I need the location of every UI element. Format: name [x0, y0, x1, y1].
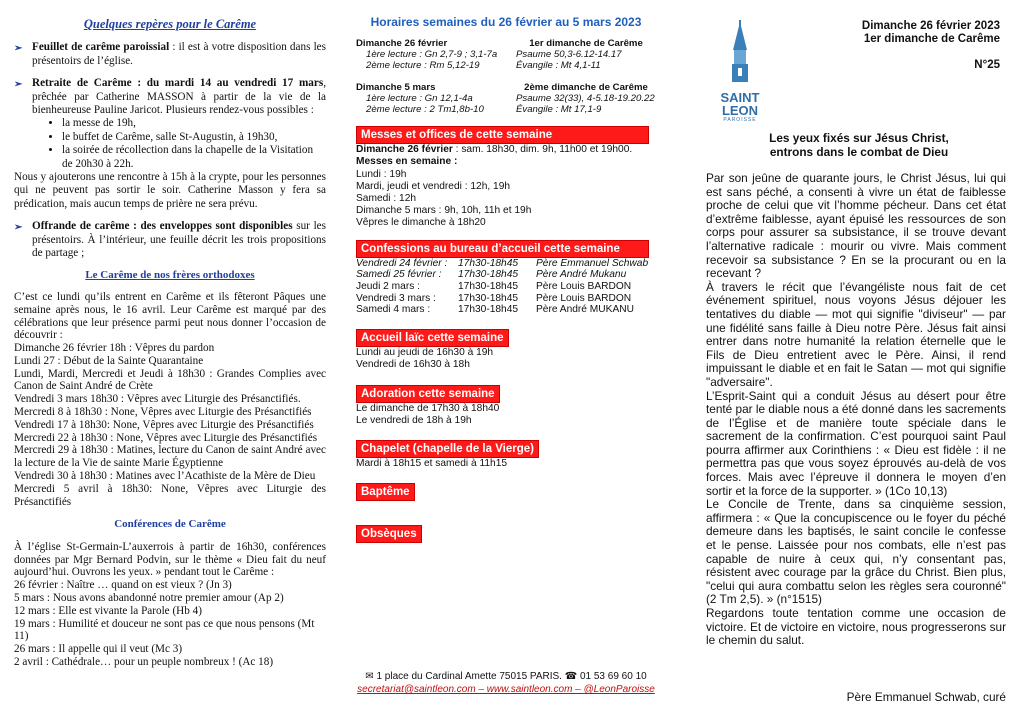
offrande-bold: Offrande de carême : des enveloppes sont disponibles — [32, 220, 293, 233]
sunday1-gospel: Évangile : Mt 4,1-11 — [516, 60, 601, 72]
list-item: Dimanche 26 février 18h : Vêpres du pardon — [14, 342, 215, 355]
sunday2-gospel: Évangile : Mt 17,1-9 — [516, 104, 602, 116]
editorial-headline — [706, 131, 1012, 159]
chapelet-heading: Chapelet (chapelle de la Vierge) — [356, 440, 539, 458]
arrow-icon: ➢ — [14, 43, 23, 55]
sunday2-name: 2ème dimanche de Carême — [524, 82, 648, 94]
editorial-paragraph: L’Esprit-Saint qui a conduit Jésus au désert pour être tenté par le diable nous a été donné dans les sacrements de l’Église et de manière toute spéciale dans le sacrement de la confirmation. C’est pourquoi saint Paul pourra affirmer aux Corinthiens : « Dieu est fidèle : il ne permettra pas que vous soyez éprouvés au-delà de vos forces. Mais avec l’épreuve il donnera le moyen d’en sortir et la force de la supporter. » (1Co 10,13) — [706, 388, 1006, 498]
issue-date: Dimanche 26 février 2023 — [861, 20, 1000, 32]
table-row — [356, 281, 656, 293]
address-text: 1 place du Cardinal Amette 75015 PARIS. ☎ 01 53 69 60 10 — [376, 671, 647, 682]
accueil-heading: Accueil laïc cette semaine — [356, 329, 509, 347]
headline-line2: entrons dans le combat de Dieu — [769, 145, 949, 159]
sunday1-date: Dimanche 26 février — [356, 38, 448, 50]
conf-day: Samedi 25 février : — [356, 269, 442, 281]
conf-day: Jeudi 2 mars : — [356, 281, 420, 293]
conf-time: 17h30-18h45 — [458, 292, 519, 304]
table-row — [356, 258, 656, 270]
chapelet-line: Mardi à 18h15 et samedi à 11h15 — [356, 457, 508, 469]
item-feuillet — [14, 41, 326, 68]
list-item: Mercredi 8 à 18h30 : None, Vêpres avec Liturgie des Présanctifiés — [14, 406, 312, 419]
editorial-body — [706, 172, 1006, 648]
sunday2-date: Dimanche 5 mars — [356, 82, 436, 94]
list-item: • le buffet de Carême, salle St-Augustin, à 19h30, — [62, 131, 326, 144]
masses-sunday — [356, 144, 656, 156]
conf-intro: À l’église St-Germain-L’auxerrois à partir de 16h30, conférences données par Mgr Bernard Podvin, sur le thème « Dieu fait du neuf aujourd’hui. Ouvrons les yeux. » pendant tout le Carême : — [14, 540, 326, 579]
list-item: 26 février : Naître … quand on est vieux ? (Jn 3) — [14, 579, 232, 592]
retraite-list — [14, 117, 326, 171]
section-title-reperes: Quelques repères pour le Carême — [83, 17, 257, 31]
list-item: • la messe de 19h, — [62, 117, 326, 130]
retraite-bold: Retraite de Carême : du mardi 14 au vendredi 17 mars — [32, 77, 324, 90]
ortho-schedule — [14, 342, 326, 508]
adoration-heading: Adoration cette semaine — [356, 385, 500, 403]
list-item: Le dimanche de 17h30 à 18h40 — [356, 402, 500, 414]
list-item: Lundi au jeudi de 16h30 à 19h — [356, 347, 494, 359]
conf-day: Samedi 4 mars : — [356, 304, 431, 316]
arrow-icon: ➢ — [14, 222, 23, 234]
bapteme-heading: Baptême — [356, 483, 415, 501]
section-title-orthodoxes: Le Carême de nos frères orthodoxes — [85, 268, 255, 281]
sunday2-reading1: 1ère lecture : Gn 12,1-4a — [366, 93, 473, 105]
logo-subtext: PAROISSE — [723, 117, 757, 123]
list-item: 5 mars : Nous avons abandonné notre premier amour (Ap 2) — [14, 592, 284, 605]
masses-week-title: Messes en semaine : — [356, 156, 458, 168]
conf-schedule — [14, 579, 326, 669]
list-item: Vendredi 30 à 18h30 : Matines avec l’Acathiste de la Mère de Dieu — [14, 470, 316, 483]
list-item: 12 mars : Elle est vivante la Parole (Hb 4) — [14, 604, 202, 617]
list-item: Vendredi de 16h30 à 18h — [356, 359, 470, 371]
sunday1-name: 1er dimanche de Carême — [529, 38, 643, 50]
footer — [356, 670, 656, 696]
list-item: Dimanche 5 mars : 9h, 10h, 11h et 19h — [356, 205, 532, 217]
confessions-heading: Confessions au bureau d’accueil cette semaine — [356, 240, 649, 258]
conf-priest: Père Louis BARDON — [536, 292, 632, 304]
conf-priest: Père André MUKANU — [536, 304, 634, 316]
editorial-paragraph: Le Concile de Trente, dans sa cinquième session, affirmera : « Que la concupiscence ou le foyer du péché demeure dans les baptisés, le saint concile le confesse et le pense. Laissée pour nos combats, elle n’est pas capable de nuire à ceux qui, n’y consentant pas, résistent avec courage par la grâce du Christ. Bien plus, "celui qui aura combattu selon les règles sera couronné" (2 Tm 2,5). » (n°1515) — [706, 497, 1006, 607]
editorial-paragraph: À travers le récit que l’évangéliste nous fait de cet événement spirituel, nous voyons Jésus déjouer les tentatives du diable — mot qui signifie "diviseur" — par une fidélité sans faille à Dieu notre Père. Jésus fait ainsi entrer dans notre humanité la relation éternelle que le Fils de Dieu entretient avec le Père. Ainsi, il rend impuissant le diable et en fait le Satan — mot qui signifie "adversaire". — [706, 279, 1006, 389]
retraite-text: , prêchée par Catherine MASSON à partir de la vie de la bienheureuse Pauline Jaricot. Plusieurs rendez-vous possibles : — [32, 77, 326, 117]
conf-time: 17h30-18h45 — [458, 269, 519, 281]
list-item: 19 mars : Humilité et douceur ne sont pas ce que nous pensons (Mt 11) — [14, 617, 315, 643]
table-row — [356, 304, 656, 316]
header-info — [780, 20, 1000, 72]
column-middle — [356, 0, 656, 724]
retraite-note: Nous y ajouterons une rencontre à 15h à la crypte, pour les personnes qui ne peuvent pas sortir le soir. Catherine Masson y fera sa prédication, mais aucun temps de prière ne sera prévu. — [14, 171, 326, 210]
conf-time: 17h30-18h45 — [458, 304, 519, 316]
headline-line1: Les yeux fixés sur Jésus Christ, — [769, 131, 949, 145]
list-item: Mercredi 5 avril à 18h30: None, Vêpres avec Liturgie des Présanctifiés — [14, 482, 326, 508]
sunday1-reading1: 1ère lecture : Gn 2,7-9 ; 3,1-7a — [366, 49, 498, 61]
list-item: Lundi 27 : Début de la Sainte Quarantaine — [14, 354, 204, 367]
footer-address — [356, 670, 656, 683]
table-row — [356, 269, 656, 281]
conf-day: Vendredi 3 mars : — [356, 292, 436, 304]
list-item: Samedi : 12h — [356, 193, 417, 205]
sunday-readings-1 — [356, 38, 656, 71]
signature: Père Emmanuel Schwab, curé — [846, 690, 1006, 704]
masses-sunday-times: : sam. 18h30, dim. 9h, 11h00 et 19h00. — [452, 144, 633, 156]
confessions-table — [356, 258, 656, 317]
church-spire-icon — [712, 20, 768, 86]
conf-day: Vendredi 24 février : — [356, 257, 448, 269]
conf-time: 17h30-18h45 — [458, 281, 519, 293]
issue-sunday: 1er dimanche de Carême — [863, 33, 1000, 45]
feuillet-bold: Feuillet de carême paroissial — [32, 41, 170, 54]
list-item: 26 mars : Il appelle qui il veut (Mc 3) — [14, 643, 183, 656]
list-item: Le vendredi de 18h à 19h — [356, 414, 472, 426]
item-retraite — [14, 77, 326, 117]
masses-sunday-label: Dimanche 26 février — [356, 144, 453, 156]
offrande-text: sur les présentoirs. À l’intérieur, une feuille décrit les trois propositions de partage ; — [32, 220, 327, 260]
logo-text: SAINT LEON — [720, 90, 760, 118]
conf-priest: Père Louis BARDON — [536, 281, 632, 293]
conf-priest: Père André Mukanu — [536, 269, 627, 281]
ortho-intro: C’est ce lundi qu’ils entrent en Carême et ils fêteront Pâques une semaine après nous, le 16 avril. Leur Carême est marqué par des célébrations que leur présence parmi peut nous donner l’occasion de découvrir : — [14, 290, 326, 342]
list-item: Mercredi 22 à 18h30 : None, Vêpres avec Liturgie des Présanctifiés — [14, 431, 318, 444]
list-item: Lundi : 19h — [356, 168, 407, 180]
conf-time: 17h30-18h45 — [458, 257, 519, 269]
issue-number: N°25 — [974, 59, 1000, 71]
list-item: Mardi, jeudi et vendredi : 12h, 19h — [356, 180, 511, 192]
list-item: Vêpres le dimanche à 18h20 — [356, 217, 486, 229]
sunday-readings-2 — [356, 82, 656, 115]
list-item: 2 avril : Cathédrale… pour un peuple nombreux ! (Ac 18) — [14, 656, 274, 669]
list-item: Vendredi 17 à 18h30: None, Vêpres avec Liturgie des Présanctifiés — [14, 418, 314, 431]
masses-heading: Messes et offices de cette semaine — [356, 126, 649, 144]
section-title-conferences: Conférences de Carême — [114, 518, 226, 531]
obseques-heading: Obsèques — [356, 525, 422, 543]
list-item: • la soirée de récollection dans la chapelle de la Visitation de 20h30 à 22h. — [62, 144, 326, 171]
conf-priest: Père Emmanuel Schwab — [536, 257, 649, 269]
table-row — [356, 293, 656, 305]
sunday1-psalm: Psaume 50,3-6.12-14.17 — [516, 49, 622, 61]
list-item: Mercredi 29 à 18h30 : Matines, lecture du Canon de saint André avec la lecture de la Vie de sainte Marie Égyptienne — [14, 444, 326, 470]
parish-logo — [712, 20, 768, 123]
envelope-icon: ✉ — [365, 671, 374, 682]
column-right — [706, 0, 1012, 724]
editorial-paragraph: Regardons toute tentation comme une occasion de victoire. Et de victoire en victoire, nous progresserons sur le chemin du salut. — [706, 606, 1006, 648]
list-item: Lundi, Mardi, Mercredi et Jeudi à 18h30 : Grandes Complies avec Canon de Saint André de Crète — [14, 367, 326, 393]
sunday1-reading2: 2ème lecture : Rm 5,12-19 — [366, 60, 480, 72]
column-left — [14, 0, 326, 724]
item-offrande — [14, 220, 326, 260]
sunday2-reading2: 2ème lecture : 2 Tm1,8b-10 — [366, 104, 484, 116]
schedule-title: Horaires semaines du 26 février au 5 mars 2023 — [370, 15, 642, 29]
editorial-paragraph: Par son jeûne de quarante jours, le Christ Jésus, lui qui est sans péché, a consenti à vivre un état de faiblesse proche de celui que vit l’homme pécheur. Dans cet état d’extrême faiblesse, ayant épuisé les ressources de son corps pour assurer sa subsistance, il se trouve devant l’alternative radicale : mourir ou vivre. Mais comment recevoir sa subsistance ? En se la procurant ou en la recevant ? — [706, 171, 1006, 281]
arrow-icon: ➢ — [14, 79, 23, 91]
footer-contacts[interactable]: secretariat@saintleon.com – www.saintleon.com – @LeonParoisse — [357, 684, 655, 695]
sunday2-psalm: Psaume 32(33), 4-5.18-19.20.22 — [516, 93, 655, 105]
feuillet-text: : il est à votre disposition dans les présentoirs de l’église. — [32, 41, 326, 67]
list-item: Vendredi 3 mars 18h30 : Vêpres avec Liturgie des Présanctifiés. — [14, 393, 301, 406]
